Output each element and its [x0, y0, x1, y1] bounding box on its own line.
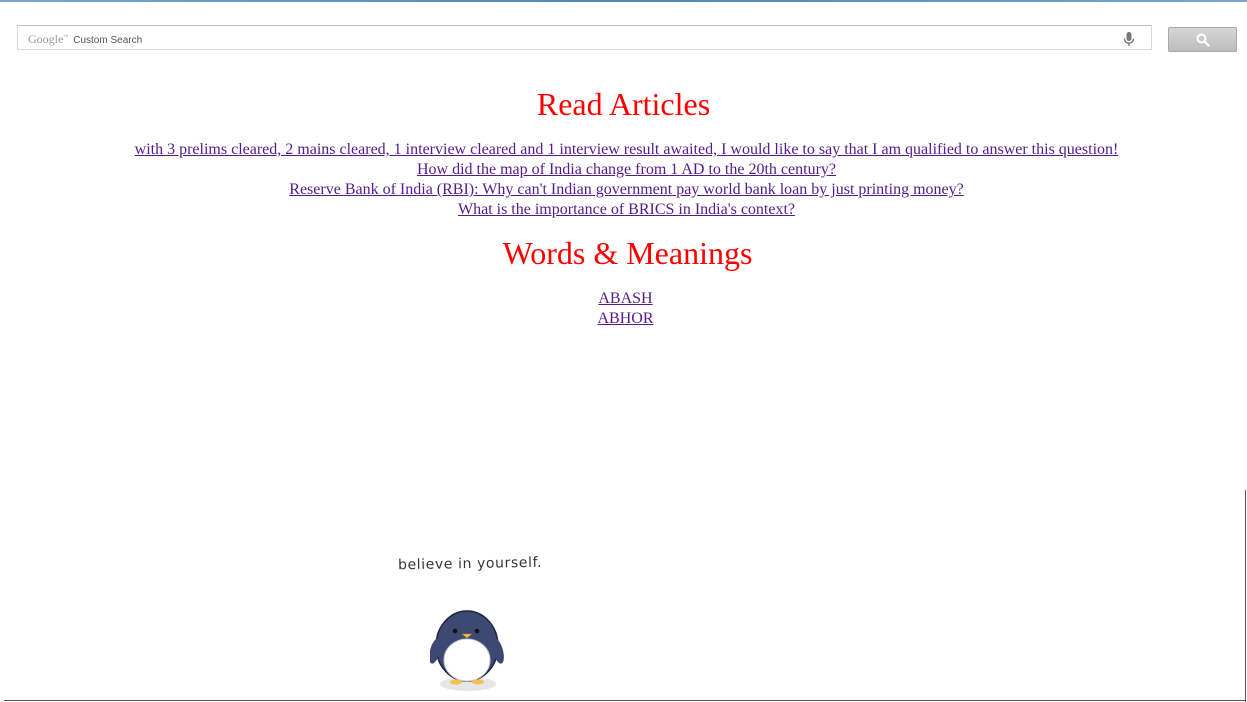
- list-item: [3, 180, 1247, 200]
- search-button[interactable]: [1168, 27, 1237, 52]
- search-icon: [1196, 33, 1210, 47]
- word-links-list: [2, 289, 1247, 329]
- top-border-strip: [0, 0, 1247, 2]
- search-input[interactable]: [17, 25, 1152, 50]
- list-item: [3, 140, 1247, 160]
- frame-border-right: [1245, 490, 1246, 702]
- read-articles-heading: Read Articles: [536, 86, 711, 122]
- article-link-3[interactable]: Reserve Bank of India (RBI): Why can't Indian government pay world bank loan by just printing money?: [289, 181, 964, 198]
- frame-border-bottom: [4, 700, 1246, 701]
- believe-caption: believe in yourself.: [397, 554, 543, 574]
- google-brand-label: Google™: [28, 32, 69, 46]
- penguin-icon: [430, 605, 510, 697]
- microphone-icon[interactable]: [1121, 31, 1137, 47]
- article-link-2[interactable]: How did the map of India change from 1 AD to the 20th century?: [417, 161, 836, 178]
- list-item: [3, 200, 1247, 220]
- article-link-4[interactable]: What is the importance of BRICS in India's context?: [457, 201, 796, 218]
- list-item: [3, 160, 1247, 180]
- word-link-abhor[interactable]: ABHOR: [597, 310, 654, 327]
- search-placeholder: Google™ Custom Search: [28, 32, 143, 46]
- article-links-list: [3, 140, 1247, 220]
- words-meanings-heading: Words & Meanings: [502, 235, 753, 271]
- list-item: [2, 309, 1247, 329]
- penguin-illustration: [430, 605, 510, 702]
- word-link-abash[interactable]: ABASH: [598, 290, 653, 307]
- list-item: [2, 289, 1247, 309]
- article-link-1[interactable]: with 3 prelims cleared, 2 mains cleared, 1 interview cleared and 1 interview result awaited, I would like to say that I am qualified to answer this question!: [134, 141, 1119, 158]
